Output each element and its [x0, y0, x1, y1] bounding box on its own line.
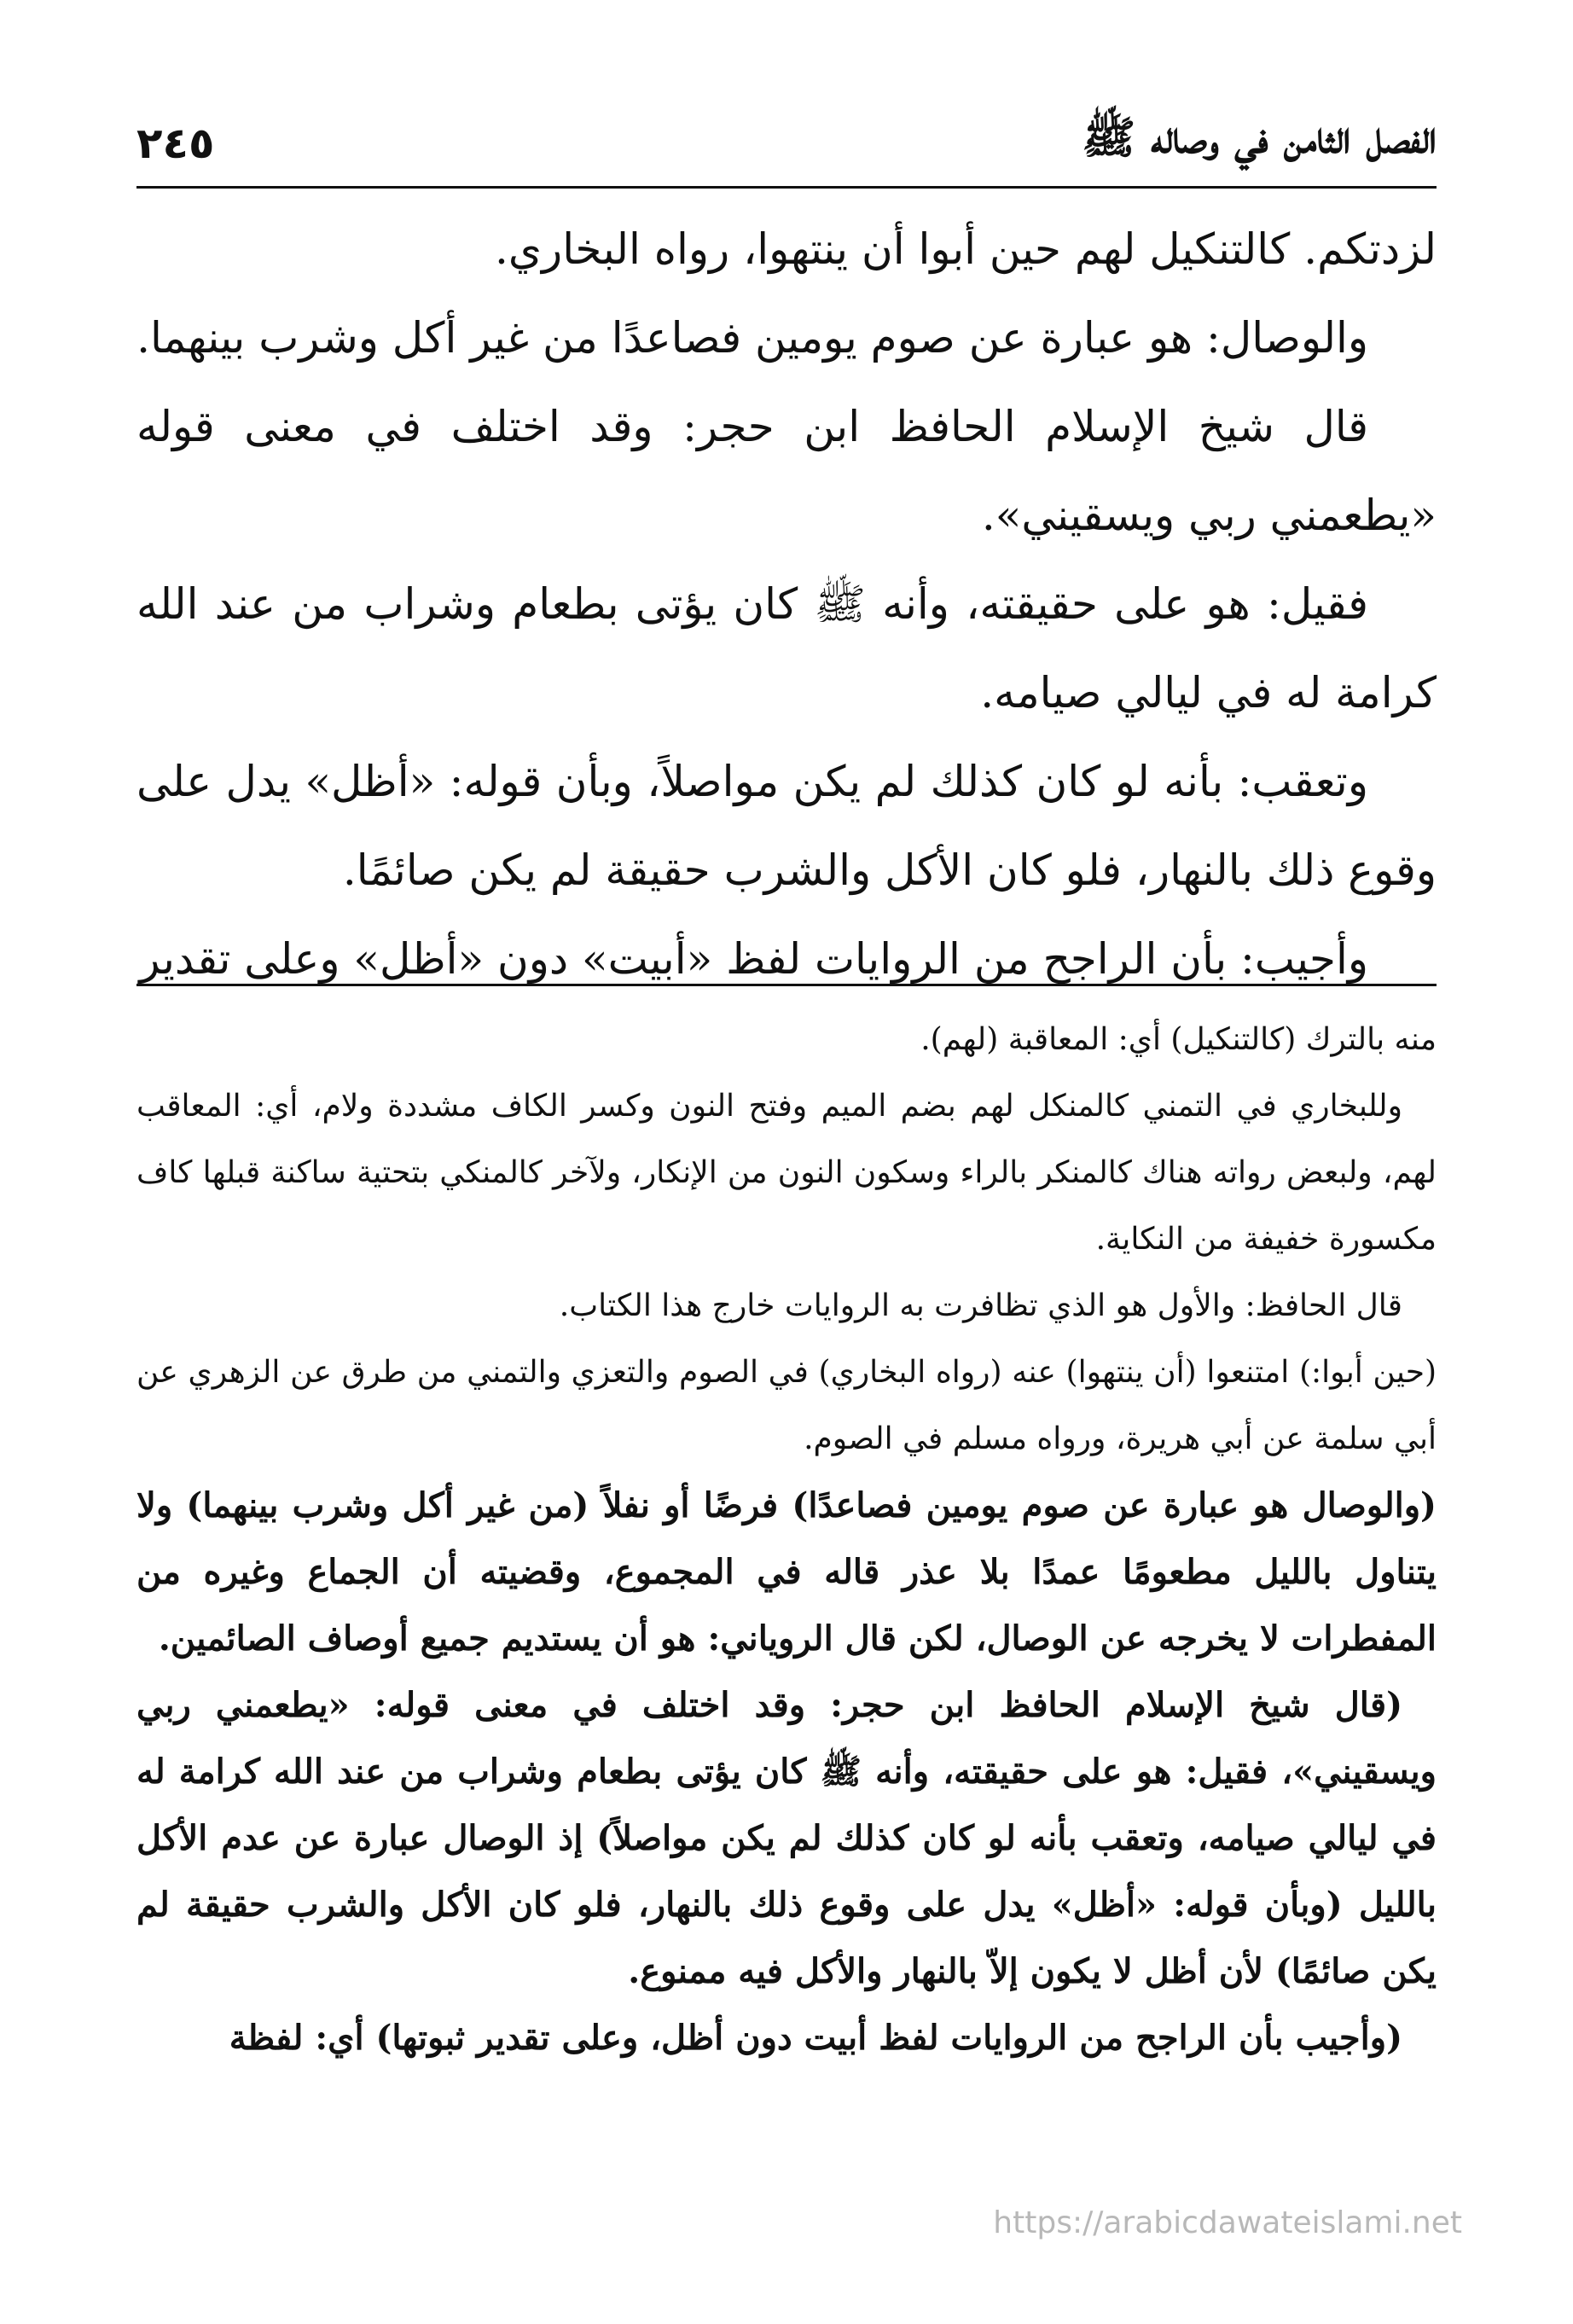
- commentary-paragraph: (حين أبوا:) امتنعوا (أن ينتهوا) عنه (رواه البخاري) في الصوم والتعزي والتمني من طرق عن الزهري عن أبي سلمة عن أبي هريرة، ورواه مسلم في الصوم.: [136, 1355, 1437, 1456]
- main-paragraph: لزدتكم. كالتنكيل لهم حين أبوا أن ينتهوا، رواه البخاري.: [495, 224, 1437, 274]
- commentary-paragraph: قال الحافظ: والأول هو الذي تظافرت به الروايات خارج هذا الكتاب.: [559, 1288, 1402, 1323]
- commentary-text: [136, 1007, 1437, 2071]
- commentary-paragraph: (قال شيخ الإسلام الحافظ ابن حجر: وقد اختلف في معنى قوله: «يطعمني ربي ويسقيني»، فقيل: هو على حقيقته، وأنه ﷺ كان يؤتى بطعام وشراب من عند الله كرامة له في ليالي صيامه، وتعقب بأنه لو كان كذلك لم يكن مواصلاً) إذ الوصال عبارة عن عدم الأكل بالليل (وبأن قوله: «أظل» يدل على وقوع ذلك بالنهار، فلو كان الأكل والشرب حقيقة لم يكن صائمًا) لأن أظل لا يكون إلاّ بالنهار والأكل فيه ممنوع.: [136, 1685, 1437, 1991]
- commentary-paragraph: (وأجيب بأن الراجح من الروايات لفظ أبيت دون أظل، وعلى تقدير ثبوتها) أي: لفظة: [229, 2018, 1402, 2058]
- main-paragraph: وتعقب: بأنه لو كان كذلك لم يكن مواصلاً، وبأن قوله: «أظل» يدل على وقوع ذلك بالنهار، فلو كان الأكل والشرب حقيقة لم يكن صائمًا.: [136, 757, 1437, 895]
- page-number: ٢٤٥: [136, 118, 215, 168]
- main-paragraph: فقيل: هو على حقيقته، وأنه ﷺ كان يؤتى بطعام وشراب من عند الله كرامة له في ليالي صيامه.: [136, 579, 1437, 718]
- main-paragraph: والوصال: هو عبارة عن صوم يومين فصاعدًا من غير أكل وشرب بينهما.: [136, 313, 1368, 363]
- page-header: [136, 102, 1437, 183]
- commentary-paragraph: (والوصال هو عبارة عن صوم يومين فصاعدًا) فرضًا أو نفلاً (من غير أكل وشرب بينهما) ولا يتناول بالليل مطعومًا عمدًا بلا عذر قاله في المجموع، وقضيته أن الجماع وغيره من المفطرات لا يخرجه عن الوصال، لكن قال الروياني: هو أن يستديم جميع أوصاف الصائمين.: [136, 1485, 1437, 1659]
- watermark-url: https://arabicdawateislami.net: [993, 2205, 1462, 2240]
- commentary-paragraph: منه بالترك (كالتنكيل) أي: المعاقبة (لهم).: [920, 1022, 1437, 1057]
- footnote-rule: [136, 984, 1437, 986]
- commentary-paragraph: وللبخاري في التمني كالمنكل لهم بضم الميم وفتح النون وكسر الكاف مشددة ولام، أي: المعاقب لهم، ولبعض رواته هناك كالمنكر بالراء وسكون النون من الإنكار، ولآخر كالمنكي بتحتية ساكنة قبلها كاف مكسورة خفيفة من النكاية.: [136, 1089, 1437, 1257]
- chapter-title: الفصل الثامن في وصاله ﷺ: [1082, 112, 1437, 164]
- main-paragraph: قال شيخ الإسلام الحافظ ابن حجر: وقد اختلف في معنى قوله «يطعمني ربي ويسقيني».: [136, 402, 1437, 540]
- main-paragraph: وأجيب: بأن الراجح من الروايات لفظ «أبيت» دون «أظل» وعلى تقدير: [139, 934, 1368, 984]
- header-rule: [136, 186, 1437, 189]
- main-text: [136, 205, 1437, 1003]
